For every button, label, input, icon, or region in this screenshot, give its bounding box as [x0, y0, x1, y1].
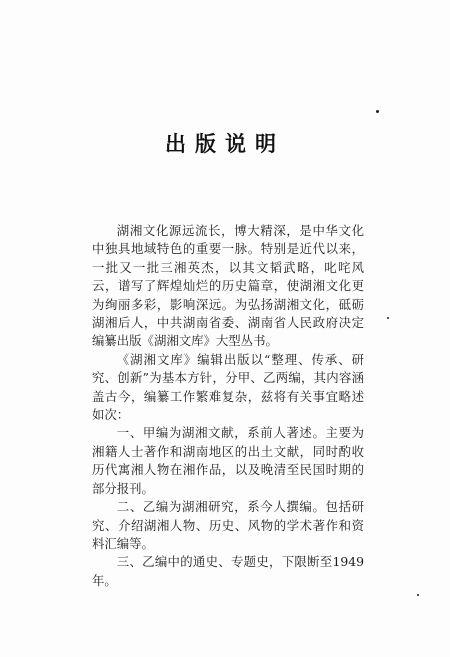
- scan-speck: [387, 317, 389, 319]
- paragraph-series-b: 二、乙编为湖湘研究，系今人撰编。包括研究、介绍湖湘人物、历史、风物的学术著作和资料汇编等。: [92, 499, 364, 551]
- document-body: [92, 222, 364, 590]
- paragraph-series-a: 一、甲编为湖湘文献，系前人著述。主要为湘籍人士著作和湖南地区的出土文献，同时酌收历代寓湘人物在湘作品，以及晚清至民国时期的部分报刊。: [92, 425, 364, 496]
- scan-speck: [376, 110, 379, 113]
- paragraph-editorial-policy: 《湖湘文库》编辑出版以“整理、传承、研究、创新”为基本方针，分甲、乙两编，其内容涵盖古今，编纂工作繁难复杂，兹将有关事宜略述如次：: [92, 351, 364, 423]
- page-title: 出版说明: [165, 131, 285, 156]
- scan-speck: [417, 594, 419, 596]
- paragraph-history-limit: 三、乙编中的通史、专题史，下限断至1949年。: [92, 554, 364, 588]
- paragraph-intro: 湖湘文化源远流长，博大精深，是中华文化中独具地域特色的重要一脉。特别是近代以来，一批又一批三湘英杰，以其文韬武略，叱咤风云，谱写了辉煌灿烂的历史篇章，使湖湘文化更为绚丽多彩，影响深远。为弘扬湖湘文化，砥砺湖湘后人，中共湖南省委、湖南省人民政府决定编纂出版《湖湘文库》大型丛书。: [92, 223, 364, 349]
